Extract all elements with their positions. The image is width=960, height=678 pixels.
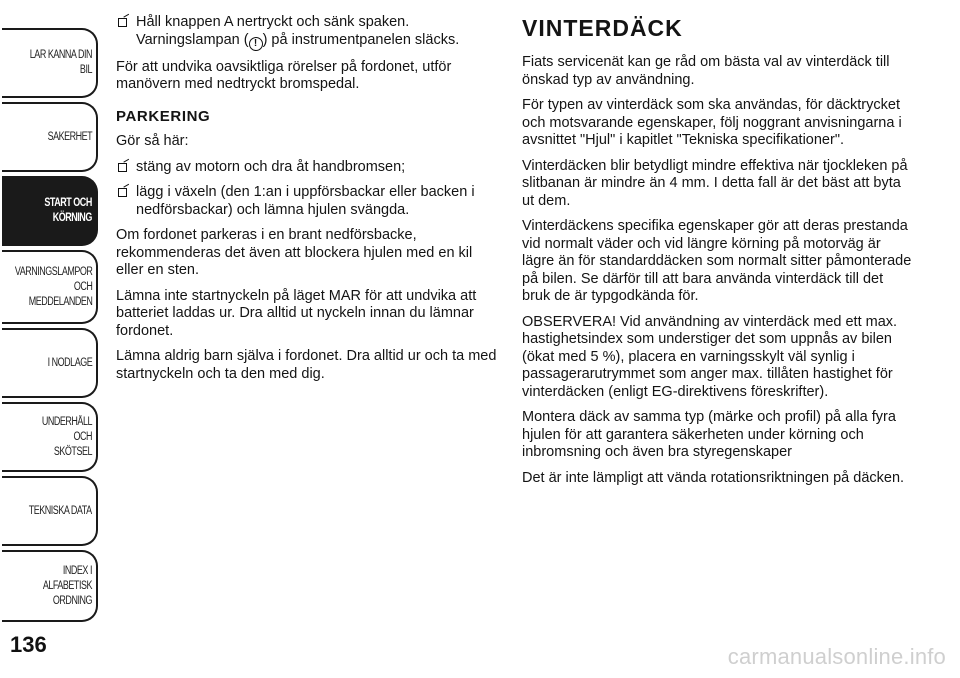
warning-light-icon: ! bbox=[249, 37, 263, 51]
paragraph: Om fordonet parkeras i en brant nedförsbacke, rekommenderas det även att blockera hjulen med en kil eller en sten. bbox=[116, 227, 473, 278]
tab-label: TEKNISKA DATA bbox=[29, 504, 92, 517]
tab-label: VARNINGSLAMPOR OCH MEDDELANDEN bbox=[14, 265, 92, 308]
tab-tekniska-data[interactable] bbox=[2, 476, 98, 546]
section-heading: VINTERDÄCK bbox=[522, 15, 683, 41]
tab-label: UNDERHÅLL OCH SKÖTSEL bbox=[41, 415, 92, 458]
tab-underhall-och-skotsel[interactable] bbox=[2, 402, 98, 472]
tab-varningslampor[interactable] bbox=[2, 250, 98, 324]
paragraph: För att undvika oavsiktliga rörelser på fordonet, utför manövern med nedtryckt bromspedal. bbox=[116, 58, 452, 92]
tab-label: I NÖDLÄGE bbox=[47, 356, 92, 369]
tab-label: SÄKERHET bbox=[47, 130, 92, 143]
checkbox-bullet-icon bbox=[118, 163, 127, 172]
paragraph: Lämna inte startnyckeln på läget MAR för att undvika att batteriet laddas ur. Dra alltid ut nyckeln innan du lämnar fordonet. bbox=[116, 287, 477, 339]
paragraph: Vinterdäckens specifika egenskaper gör att deras prestanda vid normalt väder och vid längre körning på motorväg är lägre än för standarddäcken som normalt sitter påmonterade på bilen. Se därför till att bara använda vinterdäck till det bruk de är typgodkända för. bbox=[522, 218, 912, 304]
tab-lar-kanna-din-bil[interactable] bbox=[2, 28, 98, 98]
paragraph: Fiats servicenät kan ge råd om bästa val av vinterdäck till önskad typ av användning. bbox=[522, 54, 890, 88]
bullet-item bbox=[116, 14, 498, 51]
tab-index[interactable] bbox=[2, 550, 98, 622]
paragraph: Vinterdäcken blir betydligt mindre effektiva när tjockleken på slitbanan är mindre än 4 mm. I detta fall är det bäst att byta ut dem. bbox=[522, 157, 908, 209]
section-subheading: PARKERING bbox=[116, 107, 211, 125]
bullet-item bbox=[116, 184, 498, 219]
bullet-text: Varningslampan ( bbox=[136, 31, 249, 48]
bullet-item bbox=[116, 159, 498, 177]
bullet-text: lägg i växeln (den 1:an i uppförsbackar eller backen i nedförsbackar) och lämna hjulen svängda. bbox=[136, 184, 475, 218]
paragraph: För typen av vinterdäck som ska användas, för däcktrycket och motsvarande egenskaper, följ noggrant anvisningarna i avsnittet "Hjul" i kapitlet "Tekniska specifikationer". bbox=[522, 97, 902, 148]
tab-start-och-korning[interactable] bbox=[2, 176, 98, 246]
paragraph: Det är inte lämpligt att vända rotationsriktningen på däcken. bbox=[522, 469, 905, 486]
tab-label: START OCH KÖRNING bbox=[44, 197, 92, 224]
bullet-text: Håll knappen A nertryckt och sänk spaken. bbox=[136, 14, 410, 30]
paragraph: Lämna aldrig barn själva i fordonet. Dra alltid ur och ta med startnyckeln och ta den med dig. bbox=[116, 348, 497, 382]
checkbox-bullet-icon bbox=[118, 18, 127, 27]
bullet-text: ) på instrumentpanelen släcks. bbox=[262, 31, 460, 48]
paragraph: Gör så här: bbox=[116, 133, 189, 149]
paragraph: Montera däck av samma typ (märke och profil) på alla fyra hjulen för att garantera säkerheten under körning och inbromsning och även bra styregenskaper bbox=[522, 409, 896, 460]
right-column bbox=[522, 14, 912, 495]
bullet-text: stäng av motorn och dra åt handbromsen; bbox=[136, 158, 406, 175]
watermark: carmanualsonline.info bbox=[727, 644, 946, 669]
tab-sakerhet[interactable] bbox=[2, 102, 98, 172]
page-number: 136 bbox=[10, 632, 47, 657]
tab-i-nodlage[interactable] bbox=[2, 328, 98, 398]
tab-label: LÄR KÄNNA DIN BIL bbox=[29, 49, 93, 76]
paragraph: OBSERVERA! Vid användning av vinterdäck med ett max. hastighetsindex som understiger det som uppnås av bilen (ökat med 5 %), placera en varningsskylt väl synlig i passagerarutrymmet som anger max. tillåten hastighet för vinterdäcken (enligt EG-direktivens föreskrifter). bbox=[522, 313, 898, 400]
left-column bbox=[116, 14, 498, 391]
tab-label: INDEX I ALFABETISK ORDNING bbox=[42, 564, 92, 607]
checkbox-bullet-icon bbox=[118, 188, 127, 197]
